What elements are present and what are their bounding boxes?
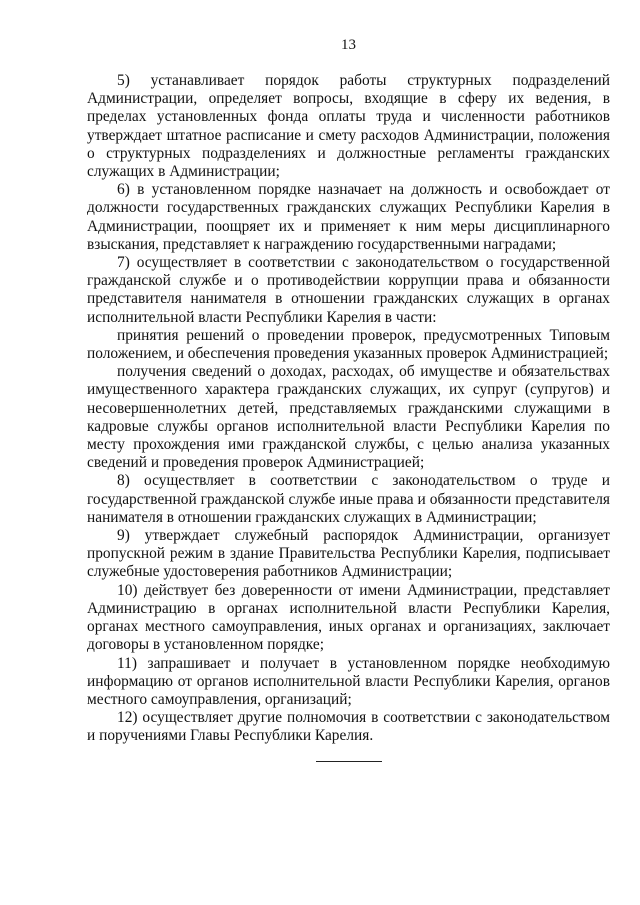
paragraph-item-10: 10) действует без доверенности от имени Администрации, представляет Администрацию в органах исполнительной власти Республики Карелия, органах местного самоуправления, иных органах и организациях, заключает договоры в установленном порядке; bbox=[87, 581, 610, 654]
paragraph-item-7: 7) осуществляет в соответствии с законодательством о государственной гражданской службе и о противодействии коррупции права и обязанности представителя нанимателя в отношении гражданских служащих в органах исполнительной власти Республики Карелия в части: bbox=[87, 254, 610, 326]
paragraph-item-11: 11) запрашивает и получает в установленном порядке необходимую информацию от органов исполнительной власти Республики Карелия, органов местного самоуправления, организаций; bbox=[87, 654, 610, 708]
paragraph-item-6: 6) в установленном порядке назначает на должность и освобождает от должности государственных гражданских служащих Республики Карелия в Администрации, поощряет их и применяет к ним меры дисциплинарного взыскания, представляет к награждению государственными наградами; bbox=[87, 181, 610, 253]
end-of-text-rule bbox=[316, 761, 382, 762]
paragraph-item-5: 5) устанавливает порядок работы структурных подразделений Администрации, определяет вопросы, входящие в сферу их ведения, в пределах установленных фонда оплаты труда и численности работников утверждает штатное расписание и смету расходов Администрации, положения о структурных подразделениях и должностные регламенты гражданских служащих в Администрации; bbox=[87, 72, 610, 181]
paragraph-item-8: 8) осуществляет в соответствии с законодательством о труде и государственной гражданской службе иные права и обязанности представителя нанимателя в отношении гражданских служащих в Администрации; bbox=[87, 472, 610, 526]
document-page bbox=[87, 36, 610, 762]
paragraph-subitem-inspections: принятия решений о проведении проверок, предусмотренных Типовым положением, и обеспечения проведения указанных проверок Администрацией; bbox=[87, 326, 610, 363]
paragraph-item-12: 12) осуществляет другие полномочия в соответствии с законодательством и поручениями Главы Республики Карелия. bbox=[87, 709, 610, 745]
paragraph-item-9: 9) утверждает служебный распорядок Администрации, организует пропускной режим в здание Правительства Республики Карелия, подписывает служебные удостоверения работников Администрации; bbox=[87, 527, 610, 581]
page-number: 13 bbox=[341, 37, 356, 53]
paragraph-subitem-income-info: получения сведений о доходах, расходах, об имуществе и обязательствах имущественного характера гражданских служащих, их супруг (супругов) и несовершеннолетних детей, представляемых гражданскими служащими в кадровые службы органов исполнительной власти Республики Карелия по месту прохождения ими гражданской службы, с целью анализа указанных сведений и проведения проверок Администрацией; bbox=[87, 363, 610, 472]
